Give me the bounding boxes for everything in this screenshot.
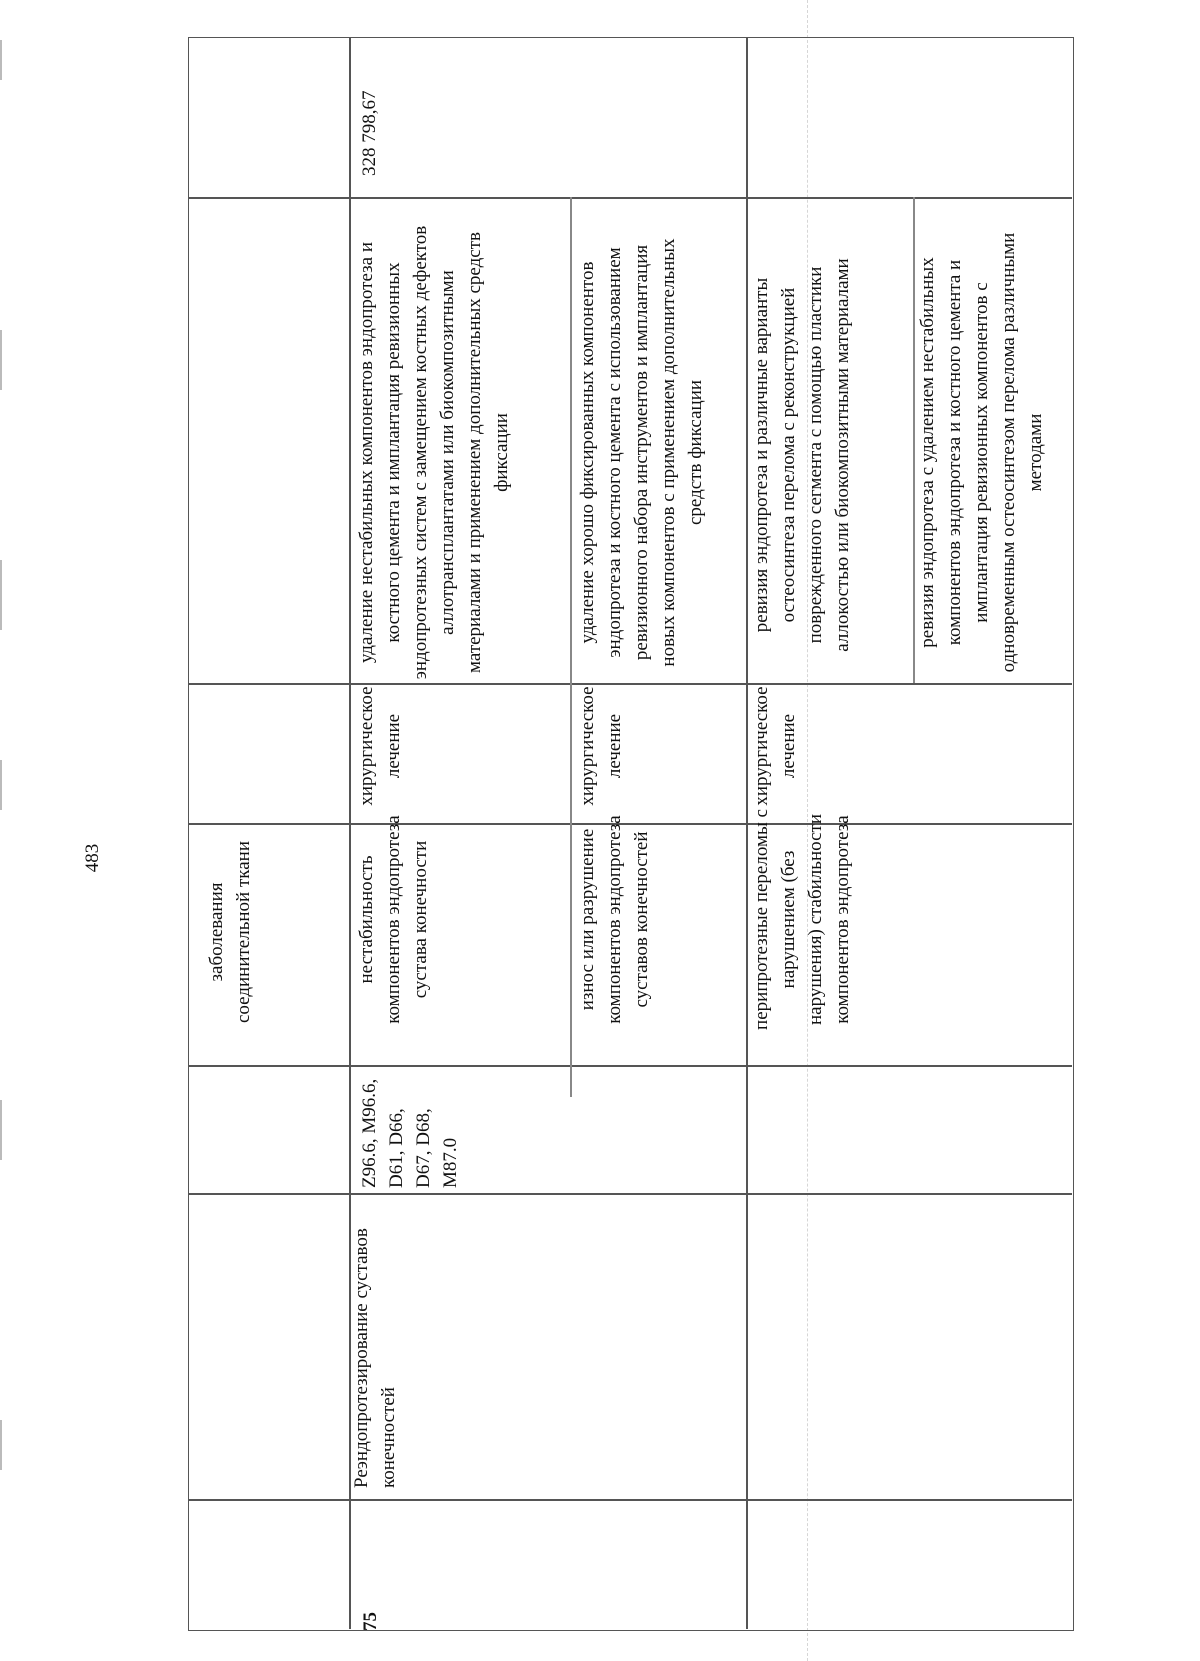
column-divider — [189, 683, 1072, 685]
column-divider — [189, 197, 1072, 199]
subgroup-3-treatment: хирургическое лечение — [751, 686, 799, 806]
scan-edge-mark — [0, 1100, 2, 1160]
page-number: 483 — [82, 843, 103, 873]
subgroup-2-treatment: хирургическое лечение — [577, 686, 625, 806]
row-number: 75 — [360, 1612, 381, 1631]
subgroup-1-disease: нестабильность компонентов эндопротеза сустава конечности — [356, 815, 431, 1024]
subgroup-3-method-1: ревизия эндопротеза и различные варианты остеосинтеза перелома с реконструкцией поврежденного сегмента с помощью пластики аллокостью или биокомпозитными материалами — [751, 258, 853, 652]
column-divider — [189, 1065, 1072, 1067]
disease-header-remnant: заболевания соединительной ткани — [206, 841, 254, 1024]
price: 328 798,67 — [359, 90, 380, 176]
subgroup-3-method-2: ревизия эндопротеза с удалением нестабильных компонентов эндопротеза и костного цемента и имплантация ревизионных компонентов с одновременным остеосинтезом перелома различными методами — [917, 232, 1046, 673]
scan-edge-mark — [0, 330, 2, 390]
scan-edge-mark — [0, 560, 2, 630]
group-name: Реэндопротезирование суставов конечностей — [351, 1228, 399, 1488]
column-divider — [189, 1193, 1072, 1195]
subgroup-3-disease: перипротезные переломы с нарушением (без нарушения) стабильности компонентов эндопротеза — [751, 809, 853, 1030]
icd-codes: Z96.6, M96.6, D61, D66, D67, D68, M87.0 — [359, 1078, 461, 1188]
scan-edge-mark — [0, 40, 2, 80]
subrow-divider — [570, 197, 572, 1097]
subgroup-1-treatment: хирургическое лечение — [356, 686, 404, 806]
scan-edge-mark — [0, 760, 2, 810]
scan-edge-mark — [0, 1420, 2, 1470]
column-divider — [189, 1499, 1072, 1501]
subgroup-2-disease: износ или разрушение компонентов эндопротеза суставов конечностей — [577, 815, 652, 1024]
subgroup-1-method: удаление нестабильных компонентов эндопротеза и костного цемента и имплантация ревизионных эндопротезных систем с замещением костных дефектов аллотрансплантатами или биокомпозитными материалами и применением дополнительных средств фиксации — [356, 225, 512, 680]
subgroup-2-method: удаление хорошо фиксированных компонентов эндопротеза и костного цемента с использованием ревизионного набора инструментов и имплантация новых компонентов с применением дополнительных средств фиксации — [577, 238, 706, 667]
